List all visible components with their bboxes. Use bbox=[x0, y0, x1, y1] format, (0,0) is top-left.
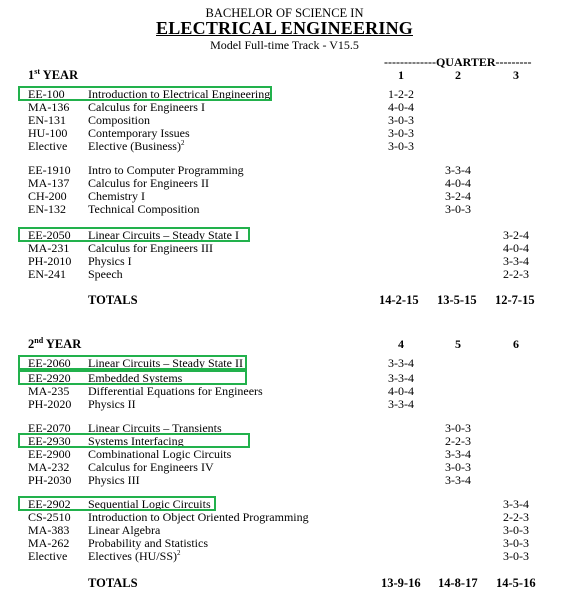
footnote-marker: 2 bbox=[180, 139, 185, 147]
footnote-marker: 2 bbox=[177, 549, 181, 557]
course-title: Intro to Computer Programming bbox=[88, 163, 244, 177]
course-title: Differential Equations for Engineers bbox=[88, 384, 263, 398]
year2-course-row bbox=[0, 385, 569, 398]
year1-total-q2: 13-5-15 bbox=[437, 293, 477, 307]
year2-course-row bbox=[0, 524, 569, 537]
course-code: EE-2920 bbox=[28, 371, 71, 385]
course-code: PH-2030 bbox=[28, 473, 72, 487]
course-code: MA-232 bbox=[28, 460, 70, 474]
course-credits-q3: 3-0-3 bbox=[503, 536, 529, 550]
year1-course-row bbox=[0, 140, 569, 153]
year2-word: YEAR bbox=[43, 337, 82, 351]
year1-course-row bbox=[0, 190, 569, 203]
course-code: HU-100 bbox=[28, 126, 68, 140]
year1-course-row bbox=[0, 88, 569, 101]
year1-word: YEAR bbox=[40, 68, 79, 82]
year1-course-row bbox=[0, 255, 569, 268]
course-code: PH-2020 bbox=[28, 397, 72, 411]
year1-course-row bbox=[0, 114, 569, 127]
course-credits-q2: 3-3-4 bbox=[445, 447, 471, 461]
course-code: Elective bbox=[28, 549, 68, 563]
course-credits-q3: 2-2-3 bbox=[503, 510, 529, 524]
program-major-title: ELECTRICAL ENGINEERING bbox=[156, 18, 413, 38]
course-code: MA-383 bbox=[28, 523, 70, 537]
course-credits-q2: 3-0-3 bbox=[445, 202, 471, 216]
course-title: Combinational Logic Circuits bbox=[88, 447, 232, 461]
year2-total-q4: 13-9-16 bbox=[381, 576, 421, 590]
year1-ordinal: st bbox=[34, 66, 41, 76]
course-title: Calculus for Engineers I bbox=[88, 100, 205, 114]
course-title: Calculus for Engineers II bbox=[88, 176, 209, 190]
year2-course-row bbox=[0, 474, 569, 487]
year1-number: 1 bbox=[28, 68, 35, 82]
course-code: EN-132 bbox=[28, 202, 66, 216]
course-title: Sequential Logic Circuits bbox=[88, 497, 211, 511]
course-credits-q1: 3-0-3 bbox=[388, 113, 414, 127]
year2-ordinal: nd bbox=[34, 335, 44, 345]
year1-course-row bbox=[0, 164, 569, 177]
course-code: PH-2010 bbox=[28, 254, 72, 268]
course-title: Speech bbox=[88, 267, 123, 281]
course-credits-q1: 4-0-4 bbox=[388, 100, 414, 114]
year1-course-row bbox=[0, 203, 569, 216]
course-code: CH-200 bbox=[28, 189, 67, 203]
year2-heading bbox=[28, 337, 81, 352]
course-credits-q2: 3-3-4 bbox=[445, 163, 471, 177]
year2-course-row bbox=[0, 461, 569, 474]
course-credits-q2: 3-2-4 bbox=[445, 189, 471, 203]
course-credits-q1: 3-0-3 bbox=[388, 139, 414, 153]
course-title: Linear Circuits – Steady State II bbox=[88, 356, 243, 370]
year1-course-row bbox=[0, 127, 569, 140]
year1-total-q3: 12-7-15 bbox=[495, 293, 535, 307]
course-credits-q3: 3-3-4 bbox=[503, 497, 529, 511]
quarter-col-4: 4 bbox=[398, 337, 404, 351]
year2-course-row bbox=[0, 357, 569, 370]
course-credits-q1: 4-0-4 bbox=[388, 384, 414, 398]
year2-totals-label: TOTALS bbox=[88, 576, 138, 590]
course-credits-q2: 3-0-3 bbox=[445, 421, 471, 435]
course-credits-q2: 3-0-3 bbox=[445, 460, 471, 474]
year1-course-row bbox=[0, 101, 569, 114]
course-credits-q1: 3-0-3 bbox=[388, 126, 414, 140]
course-title: Systems Interfacing bbox=[88, 434, 184, 448]
course-credits-q1: 3-3-4 bbox=[388, 356, 414, 370]
course-code: EE-100 bbox=[28, 87, 65, 101]
course-code: EE-2900 bbox=[28, 447, 71, 461]
course-code: EE-2050 bbox=[28, 228, 71, 242]
course-title: Introduction to Electrical Engineering bbox=[88, 87, 271, 101]
year2-course-row bbox=[0, 422, 569, 435]
quarter-col-6: 6 bbox=[513, 337, 519, 351]
course-title: Probability and Statistics bbox=[88, 536, 208, 550]
course-credits-q3: 3-0-3 bbox=[503, 549, 529, 563]
course-code: EE-2060 bbox=[28, 356, 71, 370]
year2-course-row bbox=[0, 537, 569, 550]
course-code: EE-1910 bbox=[28, 163, 71, 177]
course-code: MA-231 bbox=[28, 241, 70, 255]
course-code: EE-2930 bbox=[28, 434, 71, 448]
course-credits-q2: 3-3-4 bbox=[445, 473, 471, 487]
course-credits-q1: 3-3-4 bbox=[388, 397, 414, 411]
course-credits-q3: 3-0-3 bbox=[503, 523, 529, 537]
course-title: Elective (Business)$^2$ bbox=[88, 139, 185, 153]
course-code: MA-136 bbox=[28, 100, 70, 114]
year2-total-q5: 14-8-17 bbox=[438, 576, 478, 590]
year2-course-row bbox=[0, 435, 569, 448]
quarter-col-3: 3 bbox=[513, 68, 519, 82]
course-title: Physics III bbox=[88, 473, 140, 487]
course-code: Elective bbox=[28, 139, 68, 153]
course-title: Calculus for Engineers IV bbox=[88, 460, 214, 474]
year2-course-row bbox=[0, 372, 569, 385]
year1-course-row bbox=[0, 268, 569, 281]
course-title: Linear Circuits – Steady State I bbox=[88, 228, 239, 242]
year2-number: 2 bbox=[28, 337, 35, 351]
course-title: Technical Composition bbox=[88, 202, 200, 216]
course-title: Physics I bbox=[88, 254, 132, 268]
course-code: EE-2902 bbox=[28, 497, 71, 511]
course-code: EE-2070 bbox=[28, 421, 71, 435]
course-code: MA-137 bbox=[28, 176, 70, 190]
course-title: Electives $(HU/SS)^2$ bbox=[88, 549, 181, 563]
track-subtitle: Model Full-time Track - V15.5 bbox=[210, 38, 359, 52]
course-code: CS-2510 bbox=[28, 510, 71, 524]
year1-total-q1: 14-2-15 bbox=[379, 293, 419, 307]
course-code: MA-235 bbox=[28, 384, 70, 398]
quarter-col-2: 2 bbox=[455, 68, 461, 82]
course-title: Calculus for Engineers III bbox=[88, 241, 213, 255]
course-credits-q1: 1-2-2 bbox=[388, 87, 414, 101]
course-credits-q3: 2-2-3 bbox=[503, 267, 529, 281]
quarter-header: -------------QUARTER--------- bbox=[384, 55, 532, 69]
year1-heading bbox=[28, 68, 78, 83]
course-title: Introduction to Object Oriented Programming bbox=[88, 510, 309, 524]
year2-total-q6: 14-5-16 bbox=[496, 576, 536, 590]
course-title: Linear Algebra bbox=[88, 523, 161, 537]
year2-course-row bbox=[0, 398, 569, 411]
course-title: Embedded Systems bbox=[88, 371, 183, 385]
quarter-col-1: 1 bbox=[398, 68, 404, 82]
course-code: EN-241 bbox=[28, 267, 66, 281]
year2-course-row bbox=[0, 448, 569, 461]
course-title: Composition bbox=[88, 113, 151, 127]
year1-course-row bbox=[0, 242, 569, 255]
course-title: Physics II bbox=[88, 397, 136, 411]
course-code: MA-262 bbox=[28, 536, 70, 550]
course-title: Contemporary Issues bbox=[88, 126, 190, 140]
course-credits-q3: 3-2-4 bbox=[503, 228, 529, 242]
course-title: Chemistry I bbox=[88, 189, 145, 203]
course-credits-q1: 3-3-4 bbox=[388, 371, 414, 385]
course-credits-q3: 3-3-4 bbox=[503, 254, 529, 268]
quarter-col-5: 5 bbox=[455, 337, 461, 351]
program-degree-line: BACHELOR OF SCIENCE IN bbox=[205, 6, 364, 20]
year1-totals-label: TOTALS bbox=[88, 293, 138, 307]
course-code: EN-131 bbox=[28, 113, 66, 127]
year2-course-row bbox=[0, 550, 569, 563]
course-credits-q2: 4-0-4 bbox=[445, 176, 471, 190]
course-credits-q2: 2-2-3 bbox=[445, 434, 471, 448]
course-title: Linear Circuits – Transients bbox=[88, 421, 222, 435]
year2-course-row bbox=[0, 511, 569, 524]
year1-course-row bbox=[0, 229, 569, 242]
year1-course-row bbox=[0, 177, 569, 190]
course-credits-q3: 4-0-4 bbox=[503, 241, 529, 255]
